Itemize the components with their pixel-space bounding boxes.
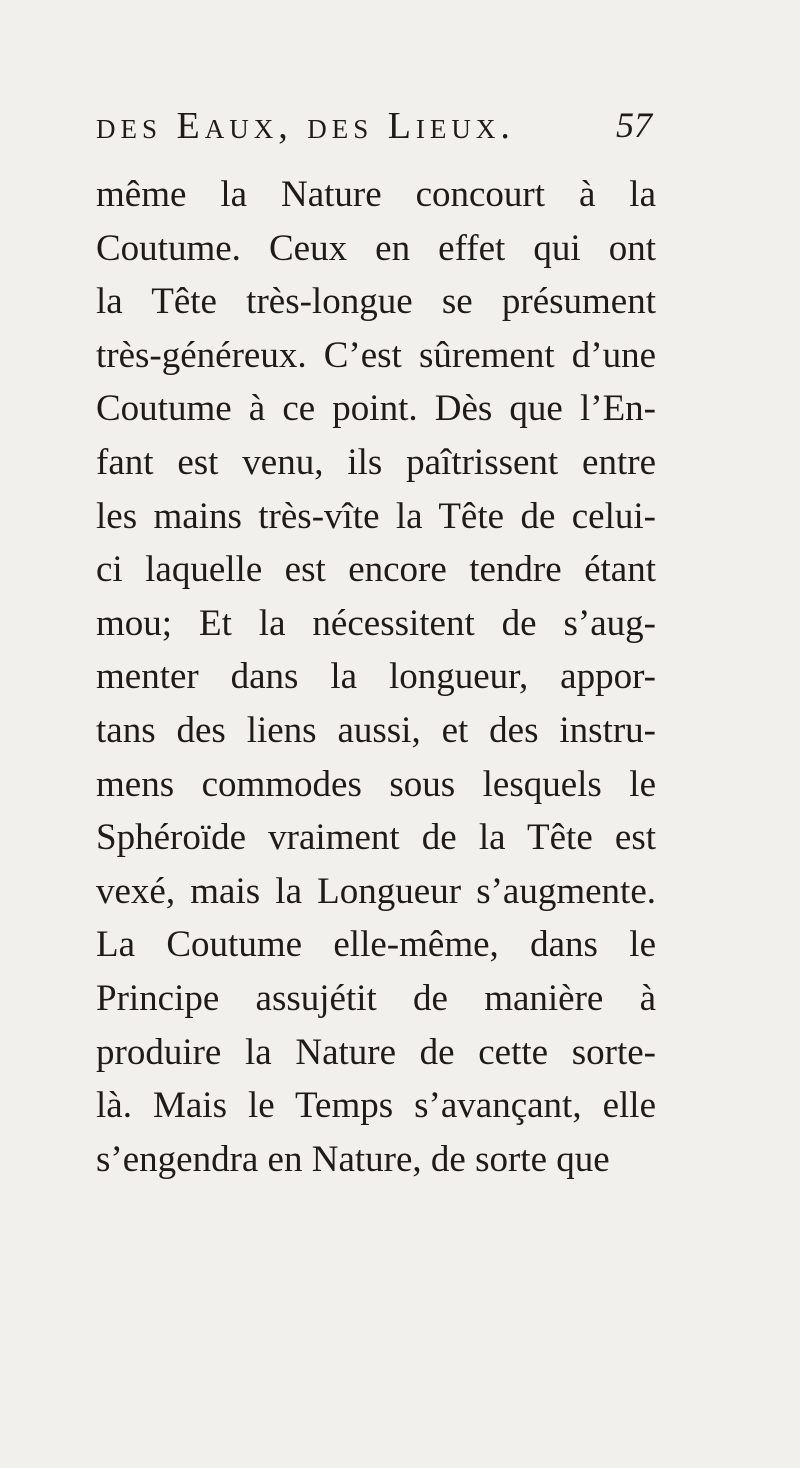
text-line: très-généreux. C’est sûrement d’une [96, 334, 656, 376]
text-line: là. Mais le Temps s’avançant, elle [96, 1085, 656, 1127]
running-head-title: des Eaux, des Lieux. [96, 105, 515, 147]
text-line: tans des liens aussi, et des instru- [96, 709, 656, 751]
text-line: Principe assujétit de manière à [96, 977, 656, 1019]
text-line: s’engendra en Nature, de sorte que [96, 1138, 610, 1180]
running-header [96, 104, 652, 154]
text-line: mou; Et la nécessitent de s’aug- [96, 602, 656, 644]
text-line: mens commodes sous lesquels le [96, 763, 656, 805]
text-line: Coutume à ce point. Dès que l’En- [96, 388, 656, 430]
text-line: la Tête très-longue se présument [96, 281, 656, 323]
text-line: menter dans la longueur, appor- [96, 656, 656, 698]
text-line: produire la Nature de cette sorte- [96, 1031, 656, 1073]
text-line: La Coutume elle-même, dans le [96, 924, 656, 966]
body-text [96, 168, 656, 1186]
text-line: Coutume. Ceux en effet qui ont [96, 227, 656, 269]
text-line: même la Nature concourt à la [96, 174, 656, 215]
text-line: les mains très-vîte la Tête de celui- [96, 495, 656, 537]
text-line: fant est venu, ils paîtrissent entre [96, 441, 656, 483]
text-line: vexé, mais la Longueur s’augmente. [96, 870, 656, 912]
text-line: Sphéroïde vraiment de la Tête est [96, 817, 656, 859]
page-number: 57 [616, 105, 652, 145]
text-line: ci laquelle est encore tendre étant [96, 549, 656, 591]
